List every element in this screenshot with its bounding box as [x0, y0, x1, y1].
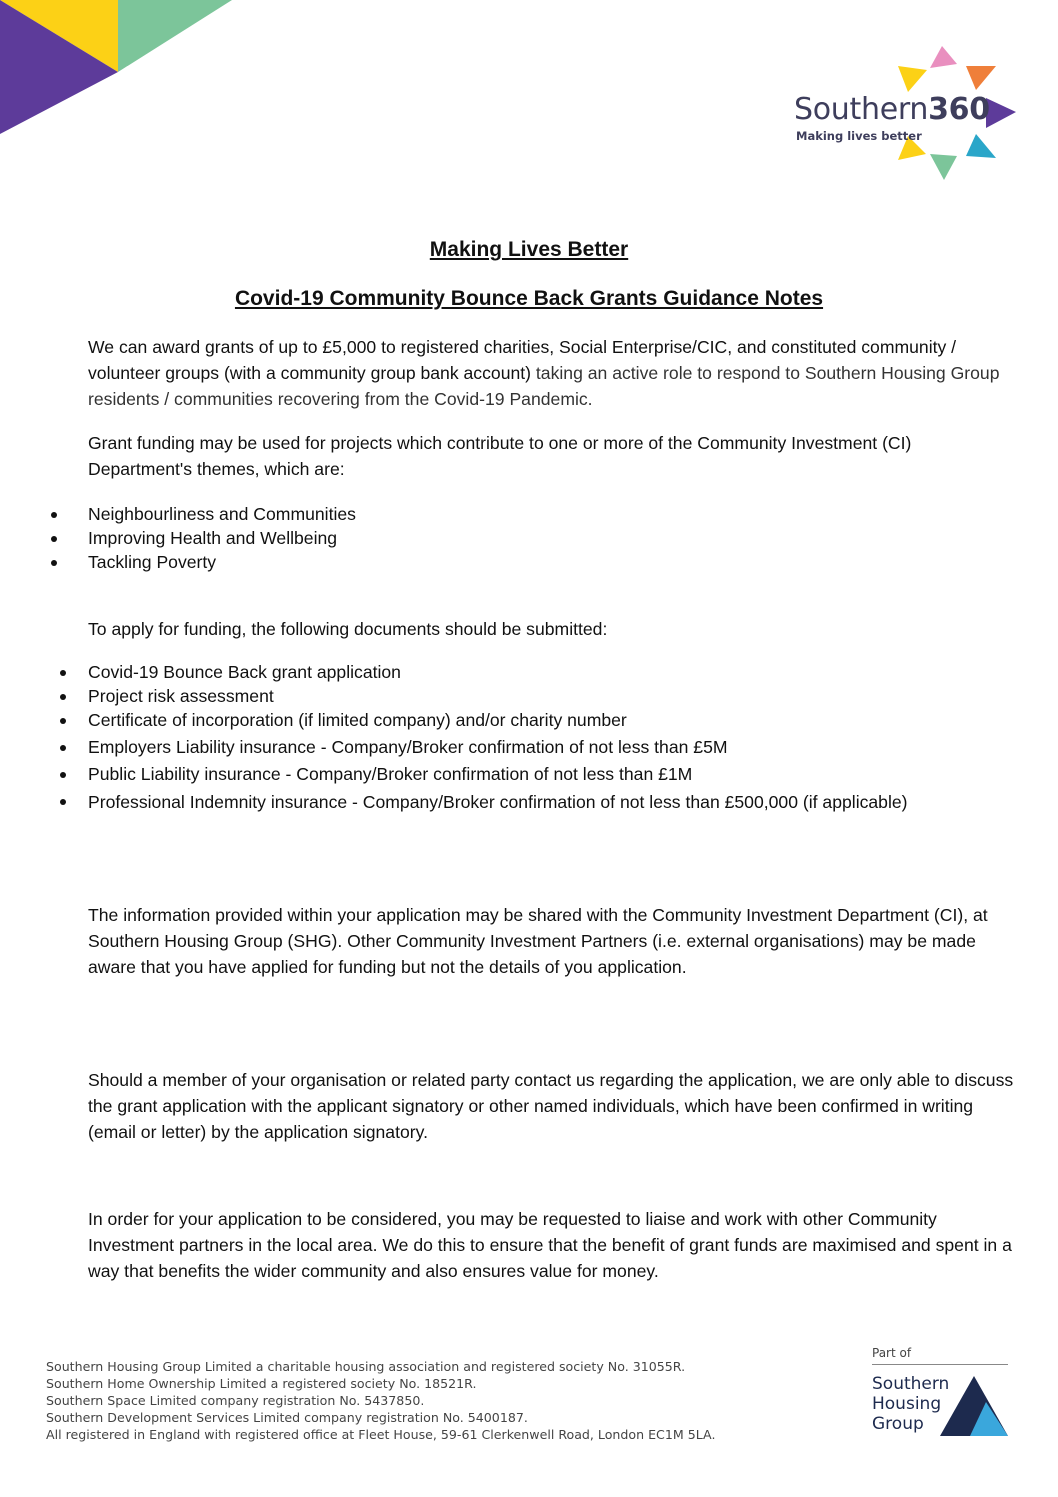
list-item: Neighbourliness and Communities	[0, 502, 928, 526]
part-of-label: Part of	[872, 1346, 912, 1360]
list-item: Project risk assessment	[0, 684, 928, 708]
documents-intro: To apply for funding, the following documents should be submitted:	[88, 619, 608, 639]
contact-paragraph: Should a member of your organisation or related party contact us regarding the application, we are only able to discuss the grant application with the applicant signatory or other named individuals, which have been confirmed in writing (email or letter) by the application signatory.	[88, 1070, 1014, 1142]
list-item: Certificate of incorporation (if limited company) and/or charity number	[0, 708, 928, 732]
page-subtitle: Covid-19 Community Bounce Back Grants Guidance Notes	[234, 287, 824, 310]
footer-line: Southern Space Limited company registration No. 5437850.	[46, 1393, 425, 1408]
corner-decoration-icon	[0, 0, 240, 140]
list-item: Covid-19 Bounce Back grant application	[0, 660, 928, 684]
intro-rest-text: taking an active role to respond to Southern Housing Group residents / communities recovering from the Covid-19 Pandemic.	[88, 363, 1000, 409]
legal-footer	[46, 1358, 715, 1443]
page-title: Making Lives Better	[429, 238, 629, 261]
group-name: Southern Housing Group	[872, 1374, 950, 1434]
footer-line: Southern Home Ownership Limited a registered society No. 18521R.	[46, 1376, 477, 1391]
footer-line: All registered in England with registered office at Fleet House, 59-61 Clerkenwell Road, London EC1M 5LA.	[46, 1427, 716, 1442]
partners-paragraph: In order for your application to be considered, you may be requested to liaise and work with other Community Investment partners in the local area. We do this to ensure that the benefit of grant funds are maximised and spent in a way that benefits the wider community and also ensures value for money.	[88, 1209, 1012, 1281]
documents-list	[0, 660, 928, 815]
footer-line: Southern Development Services Limited company registration No. 5400187.	[46, 1410, 528, 1425]
intro-main-text: We can award grants of up to £5,000 to registered charities, Social Enterprise/CIC, and constituted community / volunteer groups (with a community group bank account)	[88, 337, 957, 383]
intro-paragraph	[88, 334, 1018, 412]
footer-line: Southern Housing Group Limited a charitable housing association and registered society No. 31055R.	[46, 1359, 686, 1374]
list-item: Employers Liability insurance - Company/Broker confirmation of not less than £5M	[0, 735, 928, 759]
triangle-mark-icon	[940, 1376, 1008, 1436]
list-item: Improving Health and Wellbeing	[0, 526, 928, 550]
list-item: Public Liability insurance - Company/Broker confirmation of not less than £1M	[0, 762, 928, 786]
brand-name: Southern360	[794, 92, 990, 127]
list-item: Professional Indemnity insurance - Company/Broker confirmation of not less than £500,000 (if applicable)	[0, 789, 928, 815]
themes-intro: Grant funding may be used for projects which contribute to one or more of the Community Investment (CI) Department's themes, which are:	[88, 433, 912, 479]
southern-360-logo	[790, 38, 1030, 188]
southern-housing-group-logo	[872, 1346, 1012, 1436]
divider	[872, 1364, 1008, 1365]
themes-list	[0, 502, 928, 574]
brand-tagline: Making lives better	[796, 129, 922, 143]
list-item: Tackling Poverty	[0, 550, 928, 574]
info-sharing-paragraph: The information provided within your application may be shared with the Community Investment Department (CI), at Southern Housing Group (SHG). Other Community Investment Partners (i.e. external organisations) may be made aware that you have applied for funding but not the details of you application.	[88, 905, 988, 977]
